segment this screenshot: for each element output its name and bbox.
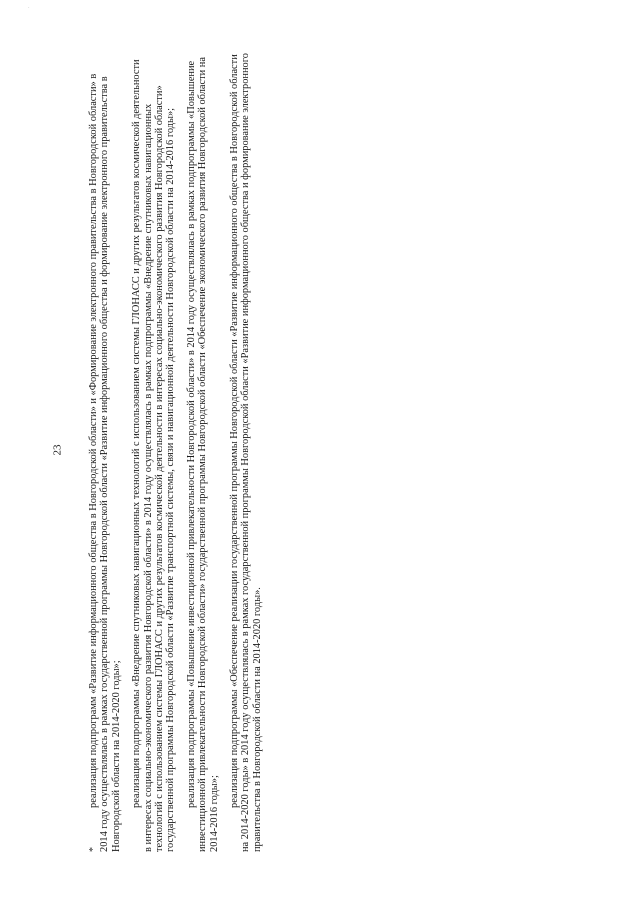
paragraph-text: реализация подпрограммы «Повышение инвестиционной привлекательности Новгородской области» в 2014 году осуществлялась в рамках подпрограммы «Повышение инвестиционной привлекательности Новгородской области» государственной программы Новгородской области «Обеспечение экономического развития Новгородской области на 2014-2016 годы»; xyxy=(185,57,220,852)
page-number: 23 xyxy=(51,444,64,456)
scan-artifact-mark: · xyxy=(28,6,30,11)
paragraph-text: реализация подпрограммы «Обеспечение реализации государственной программы Новгородской области «Развитие информационного общества в Новгородской области на 2014-2020 годы» в 2014 году осуществлялась в рамках государственной программы Новгородской области «Развитие информационного общества и формирование электронного правительства в Новгородской области на 2014-2020 годы». xyxy=(229,53,263,852)
paragraph-1 xyxy=(88,52,122,852)
paragraph-2 xyxy=(131,52,177,852)
asterisk-marker: * xyxy=(88,847,99,852)
rotated-text-block xyxy=(88,52,318,852)
paragraph-text: реализация подпрограммы «Внедрение спутниковых навигационных технологий с использованием системы ГЛОНАСС и других результатов космической деятельности в интересах социально-экономического развития Новгородской области» в 2014 году осуществлялась в рамках подпрограммы «Внедрение спутниковых навигационных технологий с использованием системы ГЛОНАСС и других результатов космической деятельности в интересах социально-экономического развития Новгородской области» государственной программы Новгородской области «Развитие транспортной системы, связи и навигационной деятельности Новгородской области на 2014-2016 годы»; xyxy=(131,59,177,852)
paragraph-3 xyxy=(186,52,220,852)
paragraph-4 xyxy=(229,52,263,852)
paragraph-text: реализация подпрограмм «Развитие информационного общества в Новгородской области» и «Формирование электронного правительства в Новгородской области» в 2014 году осуществлялась в рамках государственной программы Новгородской области «Развитие информационного общества и формирование электронного правительства в Новгородской области на 2014-2020 годы»; xyxy=(88,73,122,852)
